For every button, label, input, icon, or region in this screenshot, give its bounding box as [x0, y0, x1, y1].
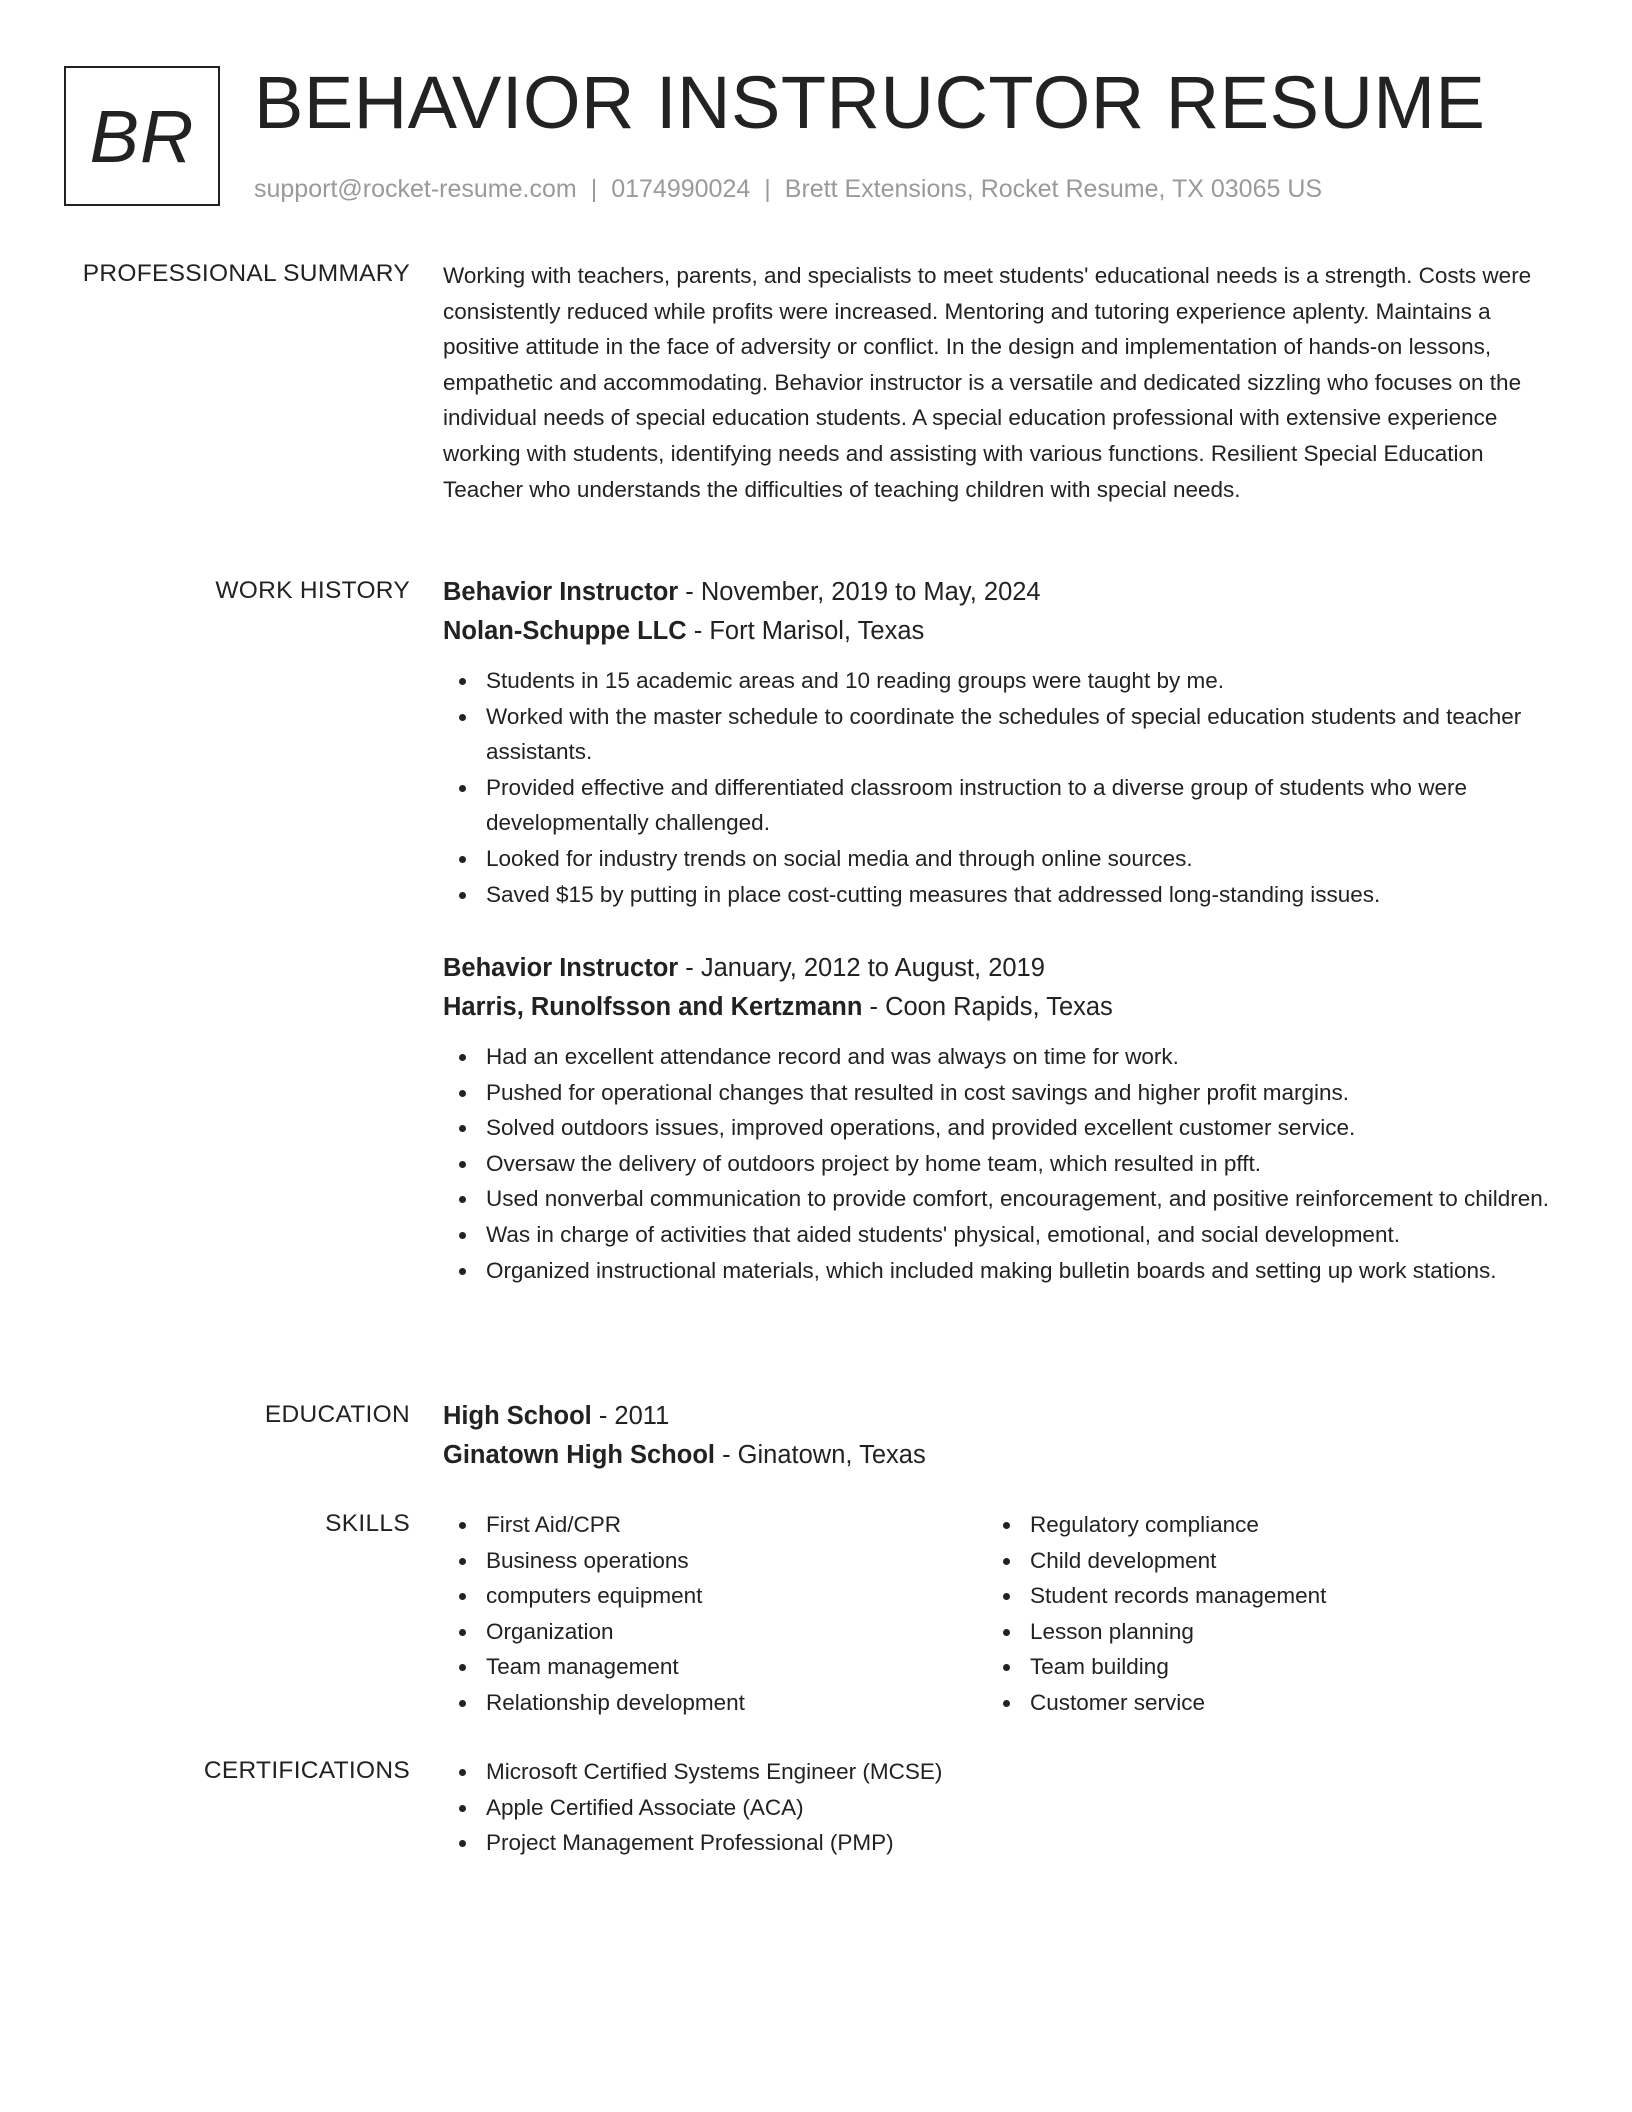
certifications-body — [443, 1754, 1553, 1861]
skill-item: computers equipment — [443, 1578, 987, 1614]
summary-text: Working with teachers, parents, and specialists to meet students' educational needs is a strength. Costs were consistently reduced while profits were increased. Mentoring and tutoring experience aplenty. Maintains a positive attitude in the face of adversity or conflict. In the design and implementation of hands-on lessons, empathetic and accommodating. Behavior instructor is a versatile and dedicated sizzling who focuses on the individual needs of special education students. A special education professional with extensive experience working with students, identifying needs and assisting with various functions. Resilient Special Education Teacher who understands the difficulties of teaching children with special needs. — [443, 263, 1532, 502]
skills-list-right — [987, 1507, 1531, 1721]
job-duties-list — [443, 663, 1553, 912]
skill-item: Team building — [987, 1649, 1531, 1685]
skill-item: Student records management — [987, 1578, 1531, 1614]
job-entry — [443, 949, 1553, 1288]
skill-item: Organization — [443, 1614, 987, 1650]
skill-item: Child development — [987, 1543, 1531, 1579]
summary-heading: PROFESSIONAL SUMMARY — [82, 260, 410, 287]
skill-item: Business operations — [443, 1543, 987, 1579]
job-duty-item: Used nonverbal communication to provide comfort, encouragement, and positive reinforcement to children. — [443, 1181, 1553, 1217]
job-title: Behavior Instructor — [443, 954, 679, 982]
education-location: - Ginatown, Texas — [714, 1441, 926, 1469]
job-duty-item: Looked for industry trends on social media and through online sources. — [443, 841, 1553, 877]
skill-item: Team management — [443, 1649, 987, 1685]
education-year: - 2011 — [591, 1402, 670, 1430]
education-school-line — [443, 1436, 1553, 1475]
education-entry — [443, 1397, 1553, 1475]
summary-body — [443, 258, 1553, 507]
monogram-logo — [64, 66, 220, 206]
job-duties-list — [443, 1039, 1553, 1288]
job-title: Behavior Instructor — [443, 578, 679, 606]
job-company-line — [443, 988, 1553, 1027]
job-company: Nolan-Schuppe LLC — [443, 617, 687, 645]
job-dates: - November, 2019 to May, 2024 — [678, 578, 1041, 606]
job-duty-item: Students in 15 academic areas and 10 reading groups were taught by me. — [443, 663, 1553, 699]
skills-list-left — [443, 1507, 987, 1721]
job-company: Harris, Runolfsson and Kertzmann — [443, 993, 863, 1021]
education-school: Ginatown High School — [443, 1441, 715, 1469]
education-heading: EDUCATION — [264, 1401, 410, 1428]
job-entry — [443, 573, 1553, 912]
contact-address: Brett Extensions, Rocket Resume, TX 03065 US — [784, 175, 1323, 203]
job-duty-item: Saved $15 by putting in place cost-cutting measures that addressed long-standing issues. — [443, 877, 1553, 913]
skill-item: Relationship development — [443, 1685, 987, 1721]
education-degree-line — [443, 1397, 1553, 1436]
job-duty-item: Was in charge of activities that aided students' physical, emotional, and social development. — [443, 1217, 1553, 1253]
monogram-initials: BR — [89, 94, 195, 178]
job-duty-item: Oversaw the delivery of outdoors project by home team, which resulted in pfft. — [443, 1146, 1553, 1182]
certifications-list — [443, 1754, 1553, 1861]
skills-heading: SKILLS — [325, 1510, 410, 1537]
contact-separator: | — [590, 175, 598, 203]
job-dates: - January, 2012 to August, 2019 — [678, 954, 1045, 982]
skill-item: Regulatory compliance — [987, 1507, 1531, 1543]
job-duty-item: Pushed for operational changes that resulted in cost savings and higher profit margins. — [443, 1075, 1553, 1111]
certifications-heading: CERTIFICATIONS — [203, 1757, 410, 1784]
contact-phone[interactable]: 0174990024 — [611, 175, 751, 203]
certification-item: Apple Certified Associate (ACA) — [443, 1790, 1553, 1826]
job-title-line — [443, 949, 1553, 988]
job-duty-item: Provided effective and differentiated classroom instruction to a diverse group of students who were developmentally challenged. — [443, 770, 1553, 841]
certification-item: Microsoft Certified Systems Engineer (MCSE) — [443, 1754, 1553, 1790]
job-duty-item: Organized instructional materials, which included making bulletin boards and setting up work stations. — [443, 1253, 1553, 1289]
job-location: - Fort Marisol, Texas — [686, 617, 925, 645]
skill-item: Lesson planning — [987, 1614, 1531, 1650]
certification-item: Project Management Professional (PMP) — [443, 1825, 1553, 1861]
contact-line — [254, 174, 1322, 204]
contact-email[interactable]: support@rocket-resume.com — [254, 175, 577, 203]
job-duty-item: Solved outdoors issues, improved operations, and provided excellent customer service. — [443, 1110, 1553, 1146]
skill-item: Customer service — [987, 1685, 1531, 1721]
education-degree: High School — [443, 1402, 592, 1430]
job-company-line — [443, 612, 1553, 651]
job-duty-item: Had an excellent attendance record and was always on time for work. — [443, 1039, 1553, 1075]
contact-separator: | — [764, 175, 771, 203]
job-title-line — [443, 573, 1553, 612]
skill-item: First Aid/CPR — [443, 1507, 987, 1543]
job-duty-item: Worked with the master schedule to coordinate the schedules of special education students and teacher assistants. — [443, 699, 1553, 770]
skills-grid — [443, 1507, 1553, 1721]
work-history-heading: WORK HISTORY — [215, 577, 410, 604]
job-location: - Coon Rapids, Texas — [862, 993, 1113, 1021]
resume-title: BEHAVIOR INSTRUCTOR RESUME — [254, 61, 1486, 144]
skills-body — [443, 1507, 1553, 1721]
